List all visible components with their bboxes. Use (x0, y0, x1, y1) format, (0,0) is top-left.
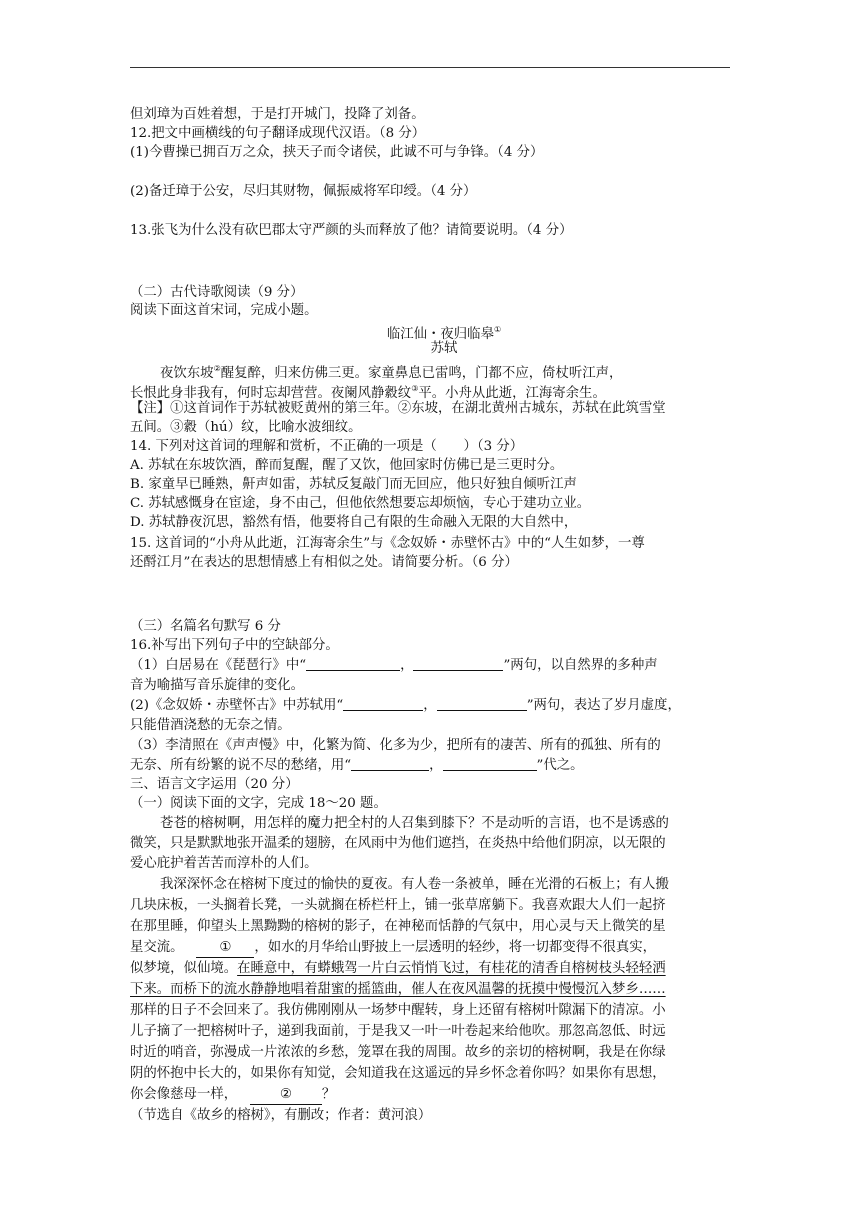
blank-marker-2[interactable]: ② (250, 1086, 322, 1105)
question-12-1: (1)今曹操已拥百万之众，挟天子而令诸侯，此诚不可与争锋。（4 分） (130, 145, 544, 160)
answer-blank[interactable] (443, 757, 537, 771)
passage-line: 在那里睡，仰望头上黑黝黝的榕树的影子，在神秘而恬静的气氛中，用心灵与天上微笑的星 (130, 919, 666, 934)
poem-line: 长恨此身非我有，何时忘却营营。夜阑风静縠纹③平。小舟从此逝，江海寄余生。 (130, 384, 606, 401)
answer-blank[interactable] (306, 657, 400, 671)
passage-line: 微笑，只是默默地张开温柔的翅膀，在风雨中为他们遮挡，在炎热中给他们阴凉，以无限的 (130, 836, 666, 851)
source-note: （节选自《故乡的榕树》，有删改；作者：黄河浪） (130, 1108, 432, 1123)
underlined-sentence: 在睡意中，有蟒蛾驾一片白云悄悄飞过，有桂花的清香自榕树枝头轻轻洒 (237, 961, 666, 976)
fill-item-2: (2)《念奴娇・赤壁怀古》中苏轼用“ ， ”两句，表达了岁月虚度， (130, 698, 681, 713)
section-heading-poetry: （二）古代诗歌阅读（9 分） (130, 285, 304, 300)
question-16: 16.补写出下列句子中的空缺部分。 (130, 638, 339, 653)
underlined-sentence: 下来。而桥下的流水静静地唱着甜蜜的摇篮曲，催人在夜风温馨的抚摸中慢慢沉入梦乡…… (130, 982, 666, 997)
fill-item-3-cont: 无奈、所有纷繁的说不尽的愁绪，用“ ， ”代之。 (130, 758, 584, 773)
poem-line: 夜饮东坡②醒复醉，归来仿佛三更。家童鼻息已雷鸣，门都不应，倚杖听江声， (160, 364, 623, 381)
fill-item-3: （3）李清照在《声声慢》中，化繁为简、化多为少，把所有的凄苦、所有的孤独、所有的 (130, 738, 661, 753)
poem-title: 临江仙・夜归临皋① (386, 325, 502, 342)
question-15-cont: 还酹江月”在表达的思想情感上有相似之处。请简要分析。（6 分） (130, 555, 518, 570)
passage-line: 星交流。 ① ，如水的月华给山野披上一层透明的轻纱，将一切都变得不很真实， (130, 939, 656, 958)
passage-line: 苍苍的榕树啊，用怎样的魔力把全村的人召集到膝下？不是动听的言语，也不是诱惑的 (160, 816, 669, 831)
passage-line: 那样的日子不会回来了。我仿佛刚刚从一场梦中醒转，身上还留有榕树叶隙漏下的清凉。小 (130, 1003, 666, 1018)
fill-item-1: （1）白居易在《琵琶行》中“ ， ”两句，以自然界的多种声 (130, 658, 658, 673)
answer-blank[interactable] (437, 697, 527, 711)
blank-marker-1[interactable]: ① (196, 939, 254, 958)
header-rule (130, 67, 730, 68)
subsection-heading: （一）阅读下面的文字，完成 18～20 题。 (130, 796, 387, 811)
passage-line: 似梦境，似仙境。在睡意中，有蟒蛾驾一片白云悄悄飞过，有桂花的清香自榕树枝头轻轻洒 (130, 961, 666, 976)
section-heading-quotes: （三）名篇名句默写 6 分 (130, 619, 281, 634)
passage-line: 爱心庇护着苦苦而淳朴的人们。 (130, 856, 318, 871)
question-12-2: (2)备迁璋于公安，尽归其财物，佩振威将军印绶。（4 分） (130, 184, 477, 199)
passage-line (130, 981, 666, 999)
passage-line: 几块床板，一头搁着长凳，一头就搁在桥栏杆上，铺一张草席躺下。我喜欢跟大人们一起挤 (130, 898, 666, 913)
passage-line: 儿子摘了一把榕树叶子，递到我面前，于是我又一叶一叶卷起来给他吹。那忽高忽低、时远 (130, 1024, 666, 1039)
fill-item-1-cont: 音为喻描写音乐旋律的变化。 (130, 678, 305, 693)
option-d: D. 苏轼静夜沉思，豁然有悟，他要将自己有限的生命融入无限的大自然中， (130, 515, 578, 530)
option-a: A. 苏轼在东坡饮酒，醉而复醒，醒了又饮，他回家时仿佛已是三更时分。 (130, 458, 564, 473)
poem-author: 苏轼 (430, 341, 458, 356)
passage-line: 你会像慈母一样， ② ？ (130, 1086, 335, 1105)
option-b: B. 家童早已睡熟，鼾声如雷，苏轼反复敲门而无回应，他只好独自倾听江声 (130, 477, 577, 492)
passage-line: 我深深怀念在榕树下度过的愉快的夏夜。有人卷一条被单，睡在光滑的石板上；有人搬 (160, 877, 669, 892)
fill-item-2-cont: 只能借酒浇愁的无奈之情。 (130, 718, 291, 733)
passage-line: 阴的怀抱中长大的，如果你有知觉，会知道我在这遥远的异乡怀念着你吗？如果你有思想， (130, 1066, 666, 1081)
section-heading-language: 三、语言文字运用（20 分） (130, 777, 299, 792)
answer-blank[interactable] (343, 697, 423, 711)
question-13: 13.张飞为什么没有砍巴郡太守严颜的头而释放了他？请简要说明。（4 分） (130, 223, 573, 238)
poem-note: 五间。③縠（hú）纹，比喻水波细纹。 (130, 420, 362, 435)
poem-note: 【注】①这首词作于苏轼被贬黄州的第三年。②东坡，在湖北黄州古城东，苏轼在此筑雪堂 (130, 401, 666, 416)
answer-blank[interactable] (351, 757, 429, 771)
answer-blank[interactable] (413, 657, 503, 671)
question-14: 14. 下列对这首词的理解和赏析，不正确的一项是（ ）（3 分） (130, 439, 524, 454)
text-line: 但刘璋为百姓着想，于是打开城门，投降了刘备。 (130, 107, 425, 122)
option-c: C. 苏轼感慨身在宦途，身不由己，但他依然想要忘却烦恼，专心于建功立业。 (130, 496, 591, 511)
question-15: 15. 这首词的“小舟从此逝，江海寄余生”与《念奴娇・赤壁怀古》中的“人生如梦，一尊 (130, 536, 645, 551)
question-12: 12.把文中画横线的句子翻译成现代汉语。（8 分） (130, 126, 426, 141)
instruction: 阅读下面这首宋词，完成小题。 (130, 303, 318, 318)
passage-line: 时近的哨音，弥漫成一片浓浓的乡愁，笼罩在我的周围。故乡的亲切的榕树啊，我是在你绿 (130, 1045, 666, 1060)
